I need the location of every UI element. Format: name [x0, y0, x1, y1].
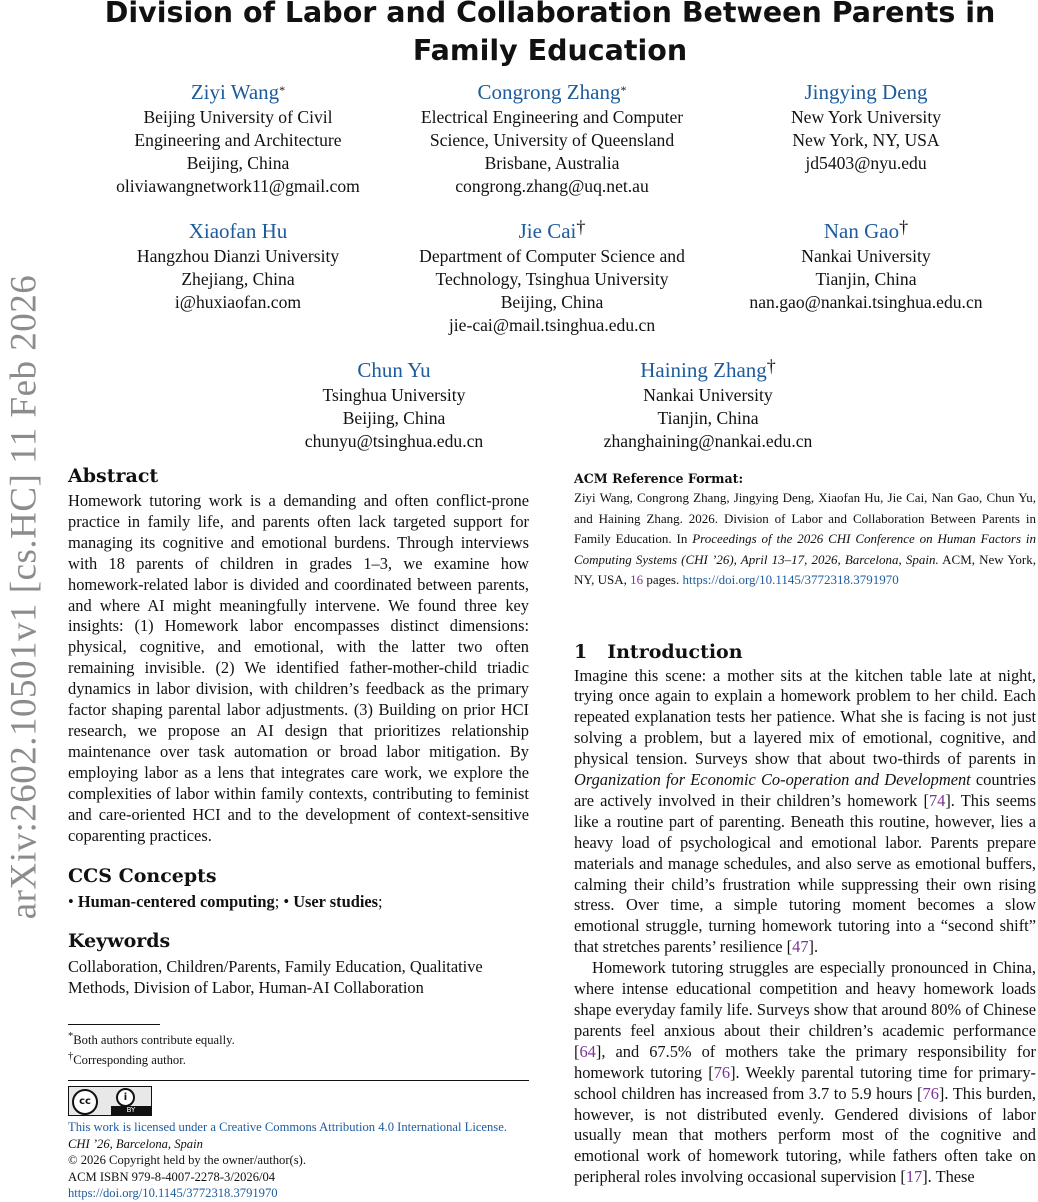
citation-link[interactable]: 76 — [713, 1062, 731, 1082]
author-location: New York, NY, USA — [792, 130, 940, 150]
acm-ref-text: ACM, New York, NY, USA, — [574, 551, 1036, 587]
author-block — [706, 218, 1026, 314]
author-affiliation: New York University — [790, 107, 942, 127]
license-link[interactable]: This work is licensed under a Creative Commons Attribution 4.0 International License. — [68, 1120, 507, 1134]
author-mark: * — [279, 83, 286, 97]
author-email[interactable]: i@huxiaofan.com — [174, 292, 302, 312]
by-label: BY — [111, 1106, 151, 1115]
license-info — [68, 1119, 538, 1202]
text-run: ]. This burden, however, is not distributed evenly. Gendered divisions of labor usually mean that mothers perform most of the cognitive and emotional work of homework tutoring, while fathers often take on peripheral roles involving occasional supervision [ — [574, 1083, 1036, 1187]
cc-logo-icon: cc — [72, 1089, 98, 1115]
citation-link[interactable]: 64 — [579, 1041, 596, 1061]
text-run: Imagine this scene: a mother sits at the kitchen table late at night, trying once again to explain a homework problem to her child. Each repeated explanation tests her patience. What she is facing is not just solving a problem, but a layered mix of emotional, cognitive, and physical tension. Surveys show that about two-thirds of parents in — [574, 665, 1036, 769]
author-affiliation: Beijing University of Civil — [143, 107, 333, 127]
author-email[interactable]: jie-cai@mail.tsinghua.edu.cn — [448, 315, 656, 335]
author-affiliation: Tsinghua University — [322, 385, 466, 405]
text-run: countries are actively involved in their children’s homework [ — [574, 770, 1036, 810]
ccs-end: ; — [378, 892, 383, 912]
author-affiliation: Nankai University — [643, 385, 773, 405]
author-affiliation: Electrical Engineering and Computer — [420, 107, 684, 127]
arxiv-sidebar — [2, 262, 46, 932]
left-column — [68, 465, 529, 999]
license-rule — [68, 1080, 529, 1081]
arxiv-identifier: arXiv:2602.10501v1 [cs.HC] 11 Feb 2026 — [3, 274, 45, 920]
venue-line: CHI ’26, Barcelona, Spain — [68, 1136, 203, 1151]
author-location: Zhejiang, China — [181, 269, 295, 289]
ccs-separator: ; • — [274, 892, 294, 912]
author-email[interactable]: congrong.zhang@uq.net.au — [455, 176, 649, 196]
copyright-line: © 2026 Copyright held by the owner/author(s). — [68, 1153, 306, 1167]
text-run: Homework tutoring struggles are especially pronounced in China, where intense educational competition and heavy homework loads shape everyday family life. Surveys show that around 80% of Chinese parents feel anxious about their children’s academic performance [ — [574, 958, 1036, 1061]
acm-ref-venue: Proceedings of the 2026 CHI Conference on Human Factors in Computing Systems (CHI ’26), April 13–17, 2026, Barcelona, Spain. — [574, 531, 1037, 567]
person-icon: i — [116, 1088, 135, 1107]
doi-link[interactable]: https://doi.org/10.1145/3772318.3791970 — [68, 1186, 278, 1200]
author-location: Tianjin, China — [657, 408, 759, 428]
footnote — [68, 1029, 529, 1049]
author-affiliation: Department of Computer Science and — [419, 246, 685, 266]
footnote-text: Both authors contribute equally. — [73, 1033, 235, 1048]
text-run: ]. These — [922, 1167, 975, 1187]
author-email[interactable]: oliviawangnetwork11@gmail.com — [116, 176, 360, 196]
keywords-text: Collaboration, Children/Parents, Family Education, Qualitative Methods, Division of Labor, Human-AI Collaboration — [68, 957, 483, 998]
acm-ref-text: pages. — [643, 572, 683, 587]
text-run: ], and 67.5% of mothers take the primary responsibility for homework tutoring [ — [574, 1041, 1036, 1082]
paper-title: Division of Labor and Collaboration Between Parents in Family Education — [104, 0, 996, 67]
acm-ref-doi-link[interactable]: https://doi.org/10.1145/3772318.3791970 — [682, 572, 899, 587]
author-location: Brisbane, Australia — [484, 153, 620, 173]
acm-ref-heading: ACM Reference Format: — [574, 471, 744, 486]
author-affiliation: Engineering and Architecture — [134, 130, 342, 150]
text-italic: Organization for Economic Co-operation and Development — [574, 770, 971, 790]
author-block — [392, 79, 712, 198]
text-run: ]. — [808, 937, 819, 957]
abstract-heading: Abstract — [68, 465, 159, 487]
author-mark: † — [766, 356, 776, 376]
intro-paragraph — [574, 958, 1036, 1188]
author-block — [78, 79, 398, 198]
author-name[interactable]: Ziyi Wang — [190, 80, 280, 104]
author-email[interactable]: nan.gao@nankai.tsinghua.edu.cn — [749, 292, 983, 312]
footnote-mark: † — [68, 1050, 74, 1062]
intro-paragraph — [574, 666, 1036, 959]
author-name[interactable]: Xiaofan Hu — [188, 219, 288, 243]
footnote-text: Corresponding author. — [73, 1052, 186, 1067]
citation-link[interactable]: 76 — [922, 1083, 939, 1103]
ccs-item: User studies — [293, 892, 379, 912]
author-name[interactable]: Haining Zhang — [640, 358, 767, 382]
footnotes — [68, 1029, 529, 1068]
citation-link[interactable]: 17 — [905, 1167, 923, 1187]
footnote-rule — [68, 1024, 160, 1025]
isbn-line: ACM ISBN 979-8-4007-2278-3/2026/04 — [68, 1169, 276, 1184]
author-affiliation: Hangzhou Dianzi University — [136, 246, 340, 266]
author-name[interactable]: Jie Cai — [518, 219, 577, 243]
author-location: Beijing, China — [342, 408, 446, 428]
acm-reference — [574, 488, 1036, 591]
cc-license-badge[interactable] — [68, 1086, 152, 1116]
section-number: 1 — [574, 640, 588, 663]
abstract-text: Homework tutoring work is a demanding and often conflict-prone practice in family life, and parents often lack targeted support for managing its cognitive and emotional burdens. Through interviews with 18 parents of children in grades 1–3, we examine how homework-related labor is divided and coordinated between parents, and where AI might meaningfully intervene. We found three key insights: (1) Homework labor encompasses distinct dimensions: physical, cognitive, and emotional, with the latter two often remaining invisible. (2) We identified father-mother-child triadic dynamics in labor division, with children’s feedback as the primary factor shaping parental labor adjustments. (3) Building on prior HCI research, we propose an AI design that prioritizes relationship maintenance over task automation or broad labor mitigation. By employing labor as a lens that integrates care work, we explore the complexities of labor within family contexts, contributing to feminist and care-oriented HCI and to the development of context-sensitive coparenting practices. — [68, 491, 529, 845]
author-email[interactable]: zhanghaining@nankai.edu.cn — [603, 431, 813, 451]
author-mark: † — [576, 217, 586, 237]
acm-ref-text: Ziyi Wang, Congrong Zhang, Jingying Deng, Xiaofan Hu, Jie Cai, Nan Gao, Chun Yu, and Haining Zhang. 2026. Division of Labor and Collaboration Between Parents in Family Education. In — [574, 490, 1036, 546]
ccs-concepts: • Human-centered computing; • User studies; — [68, 892, 383, 912]
author-location: Tianjin, China — [815, 269, 917, 289]
author-location: Beijing, China — [500, 292, 604, 312]
intro-heading — [574, 641, 1036, 663]
citation-link[interactable]: 74 — [928, 790, 946, 810]
author-mark: † — [899, 217, 909, 237]
author-block — [78, 218, 398, 314]
author-block — [234, 357, 554, 453]
text-run: ]. Weekly parental tutoring time for primary-school children has increased from 3.7 to 5.9 hours [ — [574, 1062, 1036, 1103]
author-block — [706, 79, 1026, 175]
author-name[interactable]: Chun Yu — [357, 358, 431, 382]
author-name[interactable]: Congrong Zhang — [477, 80, 621, 104]
author-name[interactable]: Jingying Deng — [804, 80, 928, 104]
author-email[interactable]: chunyu@tsinghua.edu.cn — [304, 431, 484, 451]
author-affiliation: Nankai University — [801, 246, 931, 266]
ccs-item: Human-centered computing — [77, 892, 275, 912]
ccs-heading: CCS Concepts — [68, 865, 217, 888]
citation-link[interactable]: 47 — [792, 937, 809, 957]
keywords-heading: Keywords — [68, 930, 171, 953]
author-location: Beijing, China — [186, 153, 290, 173]
text-run: ]. This seems like a routine part of parenting. Beneath this routine, however, lies a heavy load of psychological and emotional labor. Parents prepare materials and manage schedules, and also serve as emotional buffers, calming their child’s frustration while suppressing their own rising stress. Over time, a simple tutoring moment becomes a slow emotional struggle, turning homework tutoring into a “second shift” that stretches parents’ resilience [ — [574, 790, 1037, 957]
footnote — [68, 1049, 529, 1069]
author-email[interactable]: jd5403@nyu.edu — [805, 153, 927, 173]
section-title: Introduction — [607, 640, 743, 663]
author-block — [548, 357, 868, 453]
author-block — [392, 218, 712, 337]
acm-ref-pages[interactable]: 16 — [630, 572, 644, 587]
right-column — [574, 471, 1036, 1188]
author-affiliation: Technology, Tsinghua University — [435, 269, 669, 289]
author-name[interactable]: Nan Gao — [823, 219, 900, 243]
author-mark: * — [620, 83, 627, 97]
author-affiliation: Science, University of Queensland — [429, 130, 675, 150]
footnote-mark: * — [68, 1031, 74, 1042]
